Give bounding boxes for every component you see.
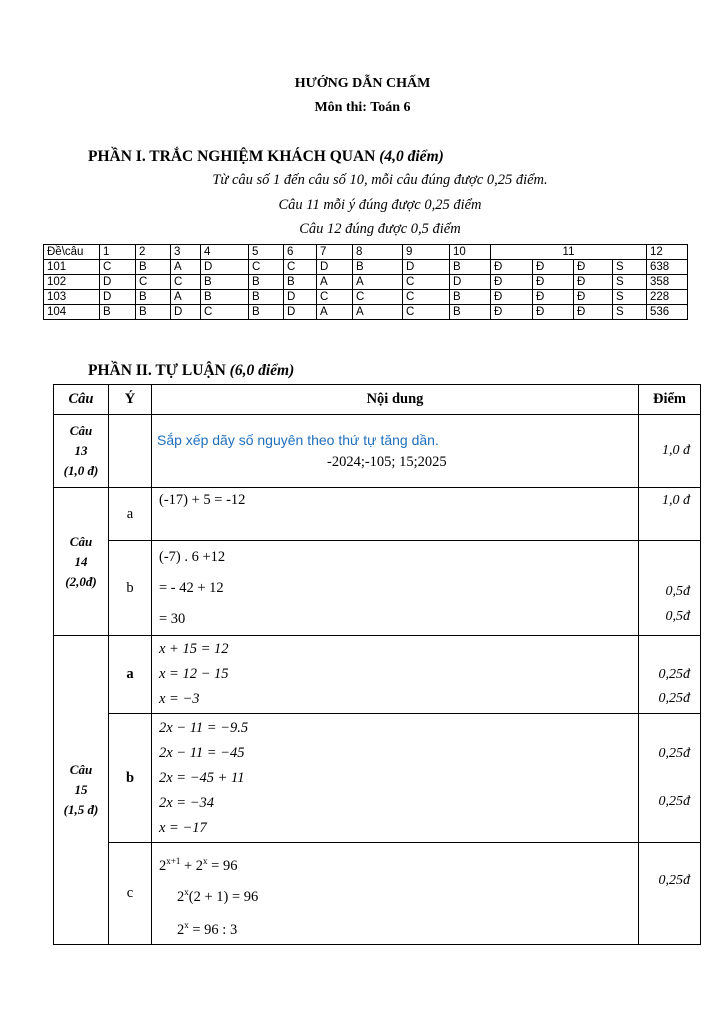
part2-points: (6,0 điểm) [229, 362, 295, 379]
q13-label-3: (1,0 đ) [63, 463, 99, 478]
q14b-row [54, 541, 701, 636]
answer-cell: A [353, 305, 403, 320]
q14a-content [152, 488, 639, 541]
doc-title: HƯỚNG DẪN CHẤM [294, 76, 431, 91]
q13-score: 1,0 đ [639, 415, 701, 488]
q15c-l2-base: 2 [177, 888, 185, 905]
q14b-line-2: = - 42 + 12 [159, 579, 224, 596]
q15a-score [639, 636, 701, 714]
answer-cell: B [136, 290, 171, 305]
q15b-score-2: 0,25đ [658, 794, 690, 809]
answer-cell: C [317, 290, 353, 305]
answer-row [44, 275, 688, 290]
doc-subject: Môn thi: Toán 6 [314, 100, 411, 115]
header-cell: 2 [136, 245, 171, 260]
part1-note-3: Câu 12 đúng được 0,5 điểm [299, 221, 461, 237]
header-cell: 10 [450, 245, 491, 260]
q14b-score [639, 541, 701, 636]
q15c-l1-base: 2 [159, 857, 167, 874]
q14b-score-2: 0,5đ [665, 609, 690, 624]
q14a-score: 1,0 đ [639, 488, 701, 541]
col-content: Nội dung [152, 385, 639, 415]
answer-cell: 358 [647, 275, 688, 290]
part1-note-1: Từ câu số 1 đến câu số 10, mỗi câu đúng được 0,25 điểm. [212, 172, 548, 188]
answer-row [44, 305, 688, 320]
answer-cell: B [201, 290, 249, 305]
answer-cell: B [201, 275, 249, 290]
q15-label-1: Câu [69, 762, 93, 777]
answer-cell: B [450, 290, 491, 305]
answer-cell: B [450, 305, 491, 320]
answer-cell: C [249, 260, 284, 275]
answer-cell: Đ [491, 305, 533, 320]
answer-cell: D [100, 275, 136, 290]
header-cell: Đề\câu [44, 245, 100, 260]
q15a-y: a [109, 636, 152, 714]
header-cell: 12 [647, 245, 688, 260]
q15c-l2-end: (2 + 1) = 96 [188, 888, 259, 905]
q14-label-1: Câu [69, 533, 93, 549]
answer-cell: D [317, 260, 353, 275]
q15a-score-2: 0,25đ [658, 691, 690, 706]
q13-line-2: -2024;-105; 15;2025 [327, 454, 447, 470]
header-cell: 11 [491, 245, 647, 260]
answer-cell: A [171, 290, 201, 305]
q15b-line-4: 2x = −34 [159, 794, 215, 811]
essay-header-row [54, 385, 701, 415]
header-cell: 3 [171, 245, 201, 260]
answer-cell: 102 [44, 275, 100, 290]
part2-title: PHẦN II. TỰ LUẬN [88, 362, 226, 379]
answer-header-row [44, 245, 688, 260]
answer-cell: B [284, 275, 317, 290]
q15a-row [54, 636, 701, 714]
q15b-content [152, 714, 639, 843]
answer-cell: C [100, 260, 136, 275]
answer-row [44, 290, 688, 305]
answer-cell: D [284, 290, 317, 305]
q15c-row [54, 843, 701, 945]
answer-cell: Đ [533, 290, 574, 305]
q15b-score-1: 0,25đ [658, 746, 690, 761]
answer-cell: D [450, 275, 491, 290]
answer-cell: 104 [44, 305, 100, 320]
answer-cell: Đ [533, 260, 574, 275]
q15-label-3: (1,5 đ) [63, 802, 99, 817]
q13-label-1: Câu [69, 423, 93, 438]
answer-cell: B [249, 305, 284, 320]
answer-cell: 101 [44, 260, 100, 275]
header-cell: 9 [403, 245, 450, 260]
answer-cell: C [353, 290, 403, 305]
q15b-row [54, 714, 701, 843]
answer-cell: D [171, 305, 201, 320]
answer-cell: B [353, 260, 403, 275]
answer-cell: D [284, 305, 317, 320]
answer-cell: C [403, 275, 450, 290]
q15c-y: c [109, 843, 152, 945]
q13-label [54, 415, 109, 488]
q15c-l3-exp: x [184, 919, 189, 930]
q14-label [54, 488, 109, 636]
answer-cell: S [613, 305, 647, 320]
q15a-score-1: 0,25đ [658, 667, 690, 682]
answer-cell: A [171, 260, 201, 275]
answer-cell: A [317, 275, 353, 290]
q15a-content [152, 636, 639, 714]
answer-cell: C [403, 305, 450, 320]
q14a-y: a [109, 488, 152, 541]
answer-cell: Đ [574, 260, 613, 275]
answer-cell: D [201, 260, 249, 275]
answer-key-table [43, 244, 688, 320]
q15b-line-1: 2x − 11 = −9.5 [159, 719, 249, 736]
answer-cell: C [136, 275, 171, 290]
part1-title: PHẦN I. TRẮC NGHIỆM KHÁCH QUAN [88, 148, 376, 165]
header-cell: 7 [317, 245, 353, 260]
answer-cell: Đ [491, 275, 533, 290]
q14-label-3: (2,0đ) [65, 573, 97, 589]
header-cell: 6 [284, 245, 317, 260]
header-cell: 1 [100, 245, 136, 260]
answer-cell: S [613, 260, 647, 275]
answer-cell: Đ [491, 260, 533, 275]
answer-cell: C [403, 290, 450, 305]
answer-cell: S [613, 275, 647, 290]
col-y: Ý [109, 385, 152, 415]
q14b-content [152, 541, 639, 636]
q13-row [54, 415, 701, 488]
answer-cell: Đ [574, 305, 613, 320]
answer-cell: Đ [533, 275, 574, 290]
part1-note-2: Câu 11 mỗi ý đúng được 0,25 điểm [278, 197, 482, 213]
answer-cell: B [450, 260, 491, 275]
header-cell: 4 [201, 245, 249, 260]
header-cell: 8 [353, 245, 403, 260]
q15c-l1-end: = 96 [207, 857, 238, 874]
q14a-line: (-17) + 5 = -12 [159, 492, 246, 508]
q15c-line-1 [152, 846, 638, 876]
answer-row [44, 260, 688, 275]
answer-cell: 536 [647, 305, 688, 320]
q15c-l3-base: 2 [177, 921, 185, 938]
part2-heading [88, 362, 294, 380]
q15-label [54, 636, 109, 945]
answer-cell: C [284, 260, 317, 275]
answer-cell: C [171, 275, 201, 290]
q15c-l2-exp: x [184, 886, 189, 897]
answer-cell: D [100, 290, 136, 305]
q15c-line-3 [152, 908, 638, 942]
answer-cell: Đ [574, 275, 613, 290]
q15b-score [639, 714, 701, 843]
answer-cell: S [613, 290, 647, 305]
answer-cell: A [317, 305, 353, 320]
answer-cell: B [136, 305, 171, 320]
essay-table [53, 384, 701, 945]
answer-cell: B [136, 260, 171, 275]
q14b-line-1: (-7) . 6 +12 [159, 548, 226, 565]
q15b-line-3: 2x = −45 + 11 [159, 769, 245, 786]
q13-label-2: 13 [74, 443, 88, 458]
answer-cell: A [353, 275, 403, 290]
q14b-line-3: = 30 [159, 610, 186, 627]
q15a-line-2: x = 12 − 15 [159, 666, 229, 682]
q15c-content [152, 843, 639, 945]
q15a-line-3: x = −3 [159, 691, 200, 707]
q15-label-2: 15 [74, 782, 88, 797]
q15c-l3-end: = 96 : 3 [188, 921, 238, 938]
part1-points: (4,0 điểm) [379, 148, 444, 165]
answer-cell: B [249, 275, 284, 290]
q13-content [152, 415, 639, 488]
answer-cell: Đ [533, 305, 574, 320]
q15b-line-2: 2x − 11 = −45 [159, 744, 245, 761]
answer-cell: 638 [647, 260, 688, 275]
answer-cell: Đ [574, 290, 613, 305]
q15c-l1-exp2: x [203, 855, 208, 866]
q14b-score-1: 0,5đ [665, 584, 690, 599]
q14b-y: b [109, 541, 152, 636]
q14a-row [54, 488, 701, 541]
q15a-line-1: x + 15 = 12 [159, 641, 229, 657]
col-cau: Câu [54, 385, 109, 415]
q15c-l1-mid: + 2 [180, 857, 204, 874]
part1-heading [88, 148, 444, 166]
q15c-score: 0,25đ [639, 843, 701, 945]
answer-cell: D [403, 260, 450, 275]
header-cell: 5 [249, 245, 284, 260]
answer-cell: B [100, 305, 136, 320]
answer-cell: B [249, 290, 284, 305]
answer-cell: 103 [44, 290, 100, 305]
answer-cell: 228 [647, 290, 688, 305]
q13-y [109, 415, 152, 488]
col-score: Điểm [639, 385, 701, 415]
q15b-line-5: x = −17 [159, 819, 207, 836]
answer-cell: C [201, 305, 249, 320]
q15c-line-2 [152, 876, 638, 908]
answer-cell: Đ [491, 290, 533, 305]
q15c-l1-exp: x+1 [166, 855, 181, 866]
q13-line-1: Sắp xếp dãy số nguyên theo thứ tự tăng dần. [157, 432, 439, 448]
q15b-y: b [109, 714, 152, 843]
q14-label-2: 14 [74, 553, 88, 569]
